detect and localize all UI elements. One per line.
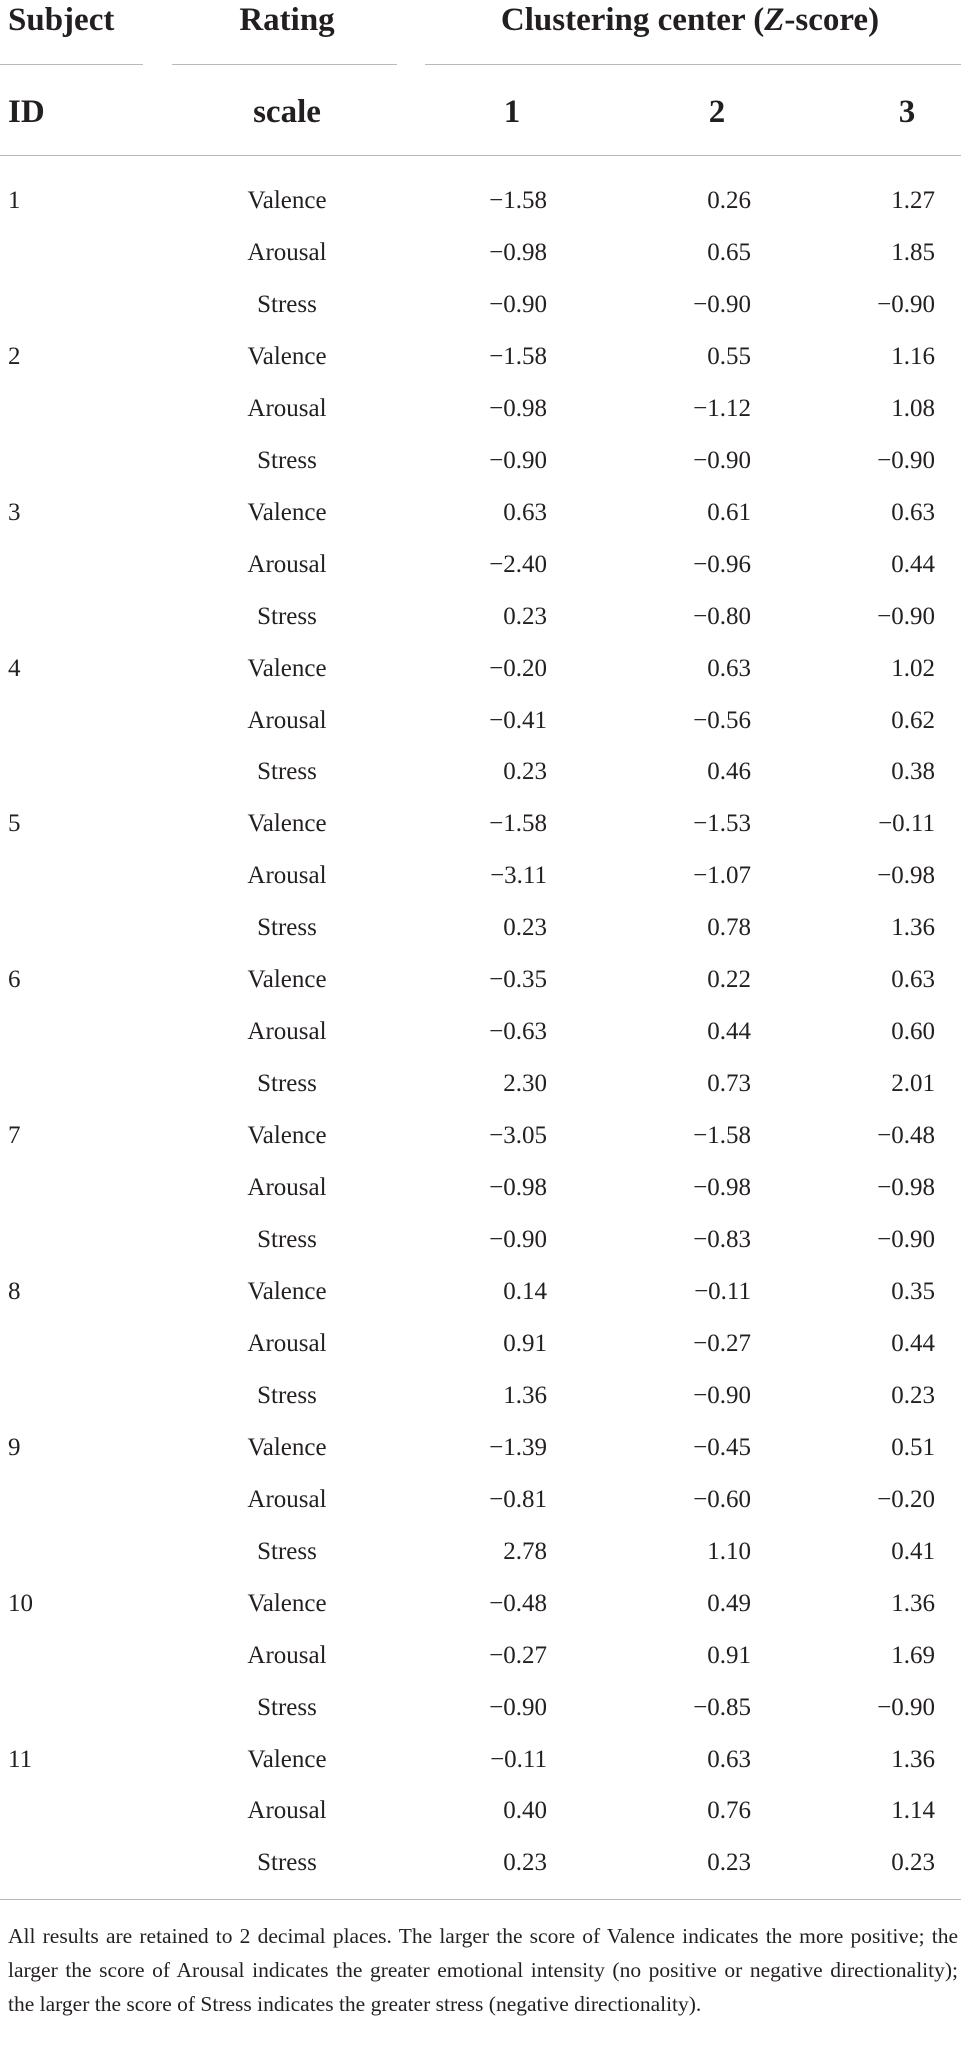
cluster-2-value: −0.90 <box>693 290 751 318</box>
cluster-3-value: −0.98 <box>877 1174 935 1202</box>
cluster-2-value: −0.11 <box>694 1277 751 1305</box>
cluster-2-value: −0.83 <box>693 1226 751 1253</box>
rating-scale-cell: Valence <box>247 1277 327 1305</box>
subject-id-cell: 10 <box>8 1589 33 1617</box>
rating-scale-cell: Stress <box>257 914 317 942</box>
cluster-1-value: −1.58 <box>489 342 547 370</box>
cluster-1-value: −0.98 <box>489 1174 547 1202</box>
cluster-1-value: −0.98 <box>489 238 547 266</box>
cluster-3-value: 1.08 <box>891 394 935 422</box>
rating-scale-cell: Arousal <box>247 1174 327 1202</box>
rating-scale-cell: Arousal <box>247 706 327 734</box>
cluster-3-value: 1.36 <box>891 1589 935 1617</box>
table-row <box>0 1012 965 1052</box>
cluster-3-value: −0.48 <box>877 1122 935 1150</box>
cluster-2-value: 0.63 <box>707 654 751 682</box>
table-row <box>0 1116 965 1156</box>
rating-scale-cell: Stress <box>257 602 317 630</box>
cluster-2-value: 0.61 <box>707 498 751 526</box>
cluster-2-value: −0.27 <box>693 1329 751 1357</box>
header-cluster-prefix: Clustering center ( <box>500 2 765 38</box>
table-row <box>0 441 965 481</box>
table-row <box>0 493 965 533</box>
cluster-3-value: 1.69 <box>891 1641 935 1669</box>
cluster-3-value: −0.98 <box>877 862 935 890</box>
rating-scale-cell: Stress <box>257 446 317 474</box>
subject-id-cell: 3 <box>8 498 21 526</box>
rating-scale-cell: Valence <box>247 342 327 370</box>
cluster-1-value: 0.63 <box>503 498 547 526</box>
cluster-3-value: 1.85 <box>891 238 935 266</box>
cluster-1-value: −0.41 <box>489 706 547 734</box>
table-row <box>0 1064 965 1104</box>
header-subject-rule <box>0 64 143 65</box>
header-col-3: 3 <box>898 94 916 130</box>
cluster-1-value: 2.30 <box>503 1070 547 1098</box>
cluster-1-value: −1.39 <box>489 1433 547 1461</box>
cluster-2-value: −0.90 <box>693 1381 751 1409</box>
cluster-2-value: −0.96 <box>693 550 751 578</box>
cluster-1-value: −0.35 <box>489 966 547 994</box>
header-clustering-center <box>425 0 955 40</box>
table-row <box>0 752 965 792</box>
cluster-3-value: 1.36 <box>891 914 935 942</box>
cluster-1-value: 0.40 <box>503 1797 547 1825</box>
header-col-1: 1 <box>503 94 521 130</box>
cluster-1-value: −0.98 <box>489 394 547 422</box>
table-row <box>0 856 965 896</box>
cluster-2-value: −0.56 <box>693 706 751 734</box>
table-row <box>0 1324 965 1364</box>
table-row <box>0 597 965 637</box>
cluster-2-value: 0.44 <box>707 1018 751 1046</box>
header-id: ID <box>8 94 45 130</box>
cluster-3-value: 0.62 <box>891 706 935 734</box>
cluster-3-value: −0.90 <box>877 290 935 318</box>
table-row <box>0 649 965 689</box>
rating-scale-cell: Stress <box>257 290 317 318</box>
header-rating-rule <box>172 64 397 65</box>
table-row <box>0 1791 965 1831</box>
cluster-1-value: 0.14 <box>503 1277 547 1305</box>
cluster-2-value: −1.07 <box>693 862 751 890</box>
cluster-3-value: −0.90 <box>877 1693 935 1721</box>
table-row <box>0 1428 965 1468</box>
rating-scale-cell: Valence <box>247 966 327 994</box>
cluster-1-value: 0.23 <box>503 602 547 630</box>
cluster-2-value: −0.85 <box>693 1693 751 1721</box>
table-row <box>0 1688 965 1728</box>
table-row <box>0 908 965 948</box>
header-rating: Rating <box>239 2 335 38</box>
cluster-3-value: 1.02 <box>891 654 935 682</box>
cluster-1-value: −0.90 <box>489 290 547 318</box>
footnote-top-rule <box>0 1899 961 1900</box>
subject-id-cell: 4 <box>8 654 21 682</box>
cluster-3-value: −0.90 <box>877 1226 935 1253</box>
table-row <box>0 804 965 844</box>
cluster-1-value: 0.23 <box>503 758 547 786</box>
rating-scale-cell: Stress <box>257 1381 317 1409</box>
rating-scale-cell: Valence <box>247 1433 327 1461</box>
header-scale: scale <box>253 94 321 130</box>
cluster-2-value: 0.91 <box>707 1641 751 1669</box>
cluster-2-value: −0.45 <box>693 1433 751 1461</box>
subject-id-cell: 9 <box>8 1433 21 1461</box>
cluster-1-value: 2.78 <box>503 1537 547 1565</box>
cluster-1-value: 0.23 <box>503 1849 547 1877</box>
cluster-2-value: −0.80 <box>693 602 751 630</box>
cluster-3-value: −0.90 <box>877 446 935 474</box>
cluster-2-value: −0.98 <box>693 1174 751 1202</box>
header-col-2: 2 <box>708 94 726 130</box>
cluster-1-value: −1.58 <box>489 810 547 838</box>
cluster-2-value: 0.76 <box>707 1797 751 1825</box>
rating-scale-cell: Valence <box>247 187 327 214</box>
rating-scale-cell: Stress <box>257 1226 317 1253</box>
cluster-2-value: −0.90 <box>693 446 751 474</box>
table-row <box>0 1220 965 1260</box>
table-row <box>0 285 965 325</box>
rating-scale-cell: Arousal <box>247 1641 327 1669</box>
rating-scale-cell: Arousal <box>247 238 327 266</box>
cluster-3-value: 1.16 <box>891 342 935 370</box>
cluster-2-value: 1.10 <box>707 1537 751 1565</box>
table-row <box>0 1168 965 1208</box>
cluster-1-value: 0.91 <box>503 1329 547 1357</box>
cluster-3-value: 0.44 <box>891 550 935 578</box>
cluster-3-value: 0.60 <box>891 1018 935 1046</box>
table-row <box>0 701 965 741</box>
header-subject: Subject <box>8 2 115 38</box>
cluster-2-value: 0.22 <box>707 966 751 994</box>
cluster-3-value: 0.41 <box>891 1537 935 1565</box>
rating-scale-cell: Arousal <box>247 1797 327 1825</box>
header-cluster-z: Z <box>764 2 785 38</box>
cluster-3-value: 1.14 <box>891 1797 935 1825</box>
table-row <box>0 545 965 585</box>
cluster-2-value: 0.46 <box>707 758 751 786</box>
cluster-3-value: −0.11 <box>878 810 935 838</box>
cluster-3-value: 0.63 <box>891 498 935 526</box>
cluster-3-value: −0.20 <box>877 1485 935 1513</box>
table-footnote: All results are retained to 2 decimal places. The larger the score of Valence indicates the more positive; the larger the score of Arousal indicates the greater emotional intensity (no positive or negative directionality); the larger the score of Stress indicates the greater stress (negative directionality). <box>8 1924 958 2016</box>
subject-id-cell: 5 <box>8 810 21 838</box>
rating-scale-cell: Valence <box>247 654 327 682</box>
rating-scale-cell: Stress <box>257 1693 317 1721</box>
subject-id-cell: 7 <box>8 1122 21 1150</box>
rating-scale-cell: Stress <box>257 758 317 786</box>
table-row <box>0 181 965 221</box>
cluster-2-value: 0.78 <box>707 914 751 942</box>
cluster-1-value: −0.90 <box>489 1693 547 1721</box>
cluster-1-value: −3.11 <box>490 862 547 890</box>
subject-id-cell: 11 <box>8 1745 33 1773</box>
cluster-2-value: −0.60 <box>693 1485 751 1513</box>
cluster-1-value: −0.48 <box>489 1589 547 1617</box>
cluster-2-value: −1.12 <box>693 394 751 422</box>
cluster-3-value: 1.36 <box>891 1745 935 1773</box>
table-row <box>0 1532 965 1572</box>
rating-scale-cell: Valence <box>247 498 327 526</box>
cluster-1-value: −2.40 <box>489 550 547 578</box>
table-row <box>0 1636 965 1676</box>
table-row <box>0 1376 965 1416</box>
rating-scale-cell: Valence <box>247 1122 327 1150</box>
cluster-1-value: 1.36 <box>503 1381 547 1409</box>
cluster-2-value: 0.65 <box>707 238 751 266</box>
cluster-1-value: −0.63 <box>489 1018 547 1046</box>
cluster-1-value: 0.23 <box>503 914 547 942</box>
header-cluster-rule <box>425 64 961 65</box>
cluster-1-value: −1.58 <box>489 187 547 214</box>
cluster-3-value: 2.01 <box>891 1070 935 1098</box>
rating-scale-cell: Stress <box>257 1537 317 1565</box>
subject-id-cell: 1 <box>8 187 21 214</box>
cluster-1-value: −3.05 <box>489 1122 547 1150</box>
cluster-3-value: 0.38 <box>891 758 935 786</box>
cluster-1-value: −0.90 <box>489 1226 547 1253</box>
cluster-2-value: 0.63 <box>707 1745 751 1773</box>
table-row <box>0 1740 965 1780</box>
cluster-1-value: −0.90 <box>489 446 547 474</box>
cluster-3-value: −0.90 <box>877 602 935 630</box>
table-row <box>0 389 965 429</box>
table-row <box>0 337 965 377</box>
subject-id-cell: 6 <box>8 966 21 994</box>
cluster-3-value: 0.23 <box>891 1381 935 1409</box>
rating-scale-cell: Arousal <box>247 1018 327 1046</box>
subject-id-cell: 8 <box>8 1277 21 1305</box>
rating-scale-cell: Valence <box>247 1589 327 1617</box>
cluster-2-value: 0.23 <box>707 1849 751 1877</box>
cluster-2-value: −1.58 <box>693 1122 751 1150</box>
subject-id-cell: 2 <box>8 342 21 370</box>
rating-scale-cell: Valence <box>247 810 327 838</box>
table-row <box>0 1843 965 1883</box>
rating-scale-cell: Stress <box>257 1849 317 1877</box>
table-row <box>0 960 965 1000</box>
header-bottom-rule <box>0 155 961 156</box>
rating-scale-cell: Arousal <box>247 1485 327 1513</box>
table-row <box>0 233 965 273</box>
cluster-3-value: 0.23 <box>891 1849 935 1877</box>
cluster-1-value: −0.11 <box>490 1745 547 1773</box>
cluster-2-value: 0.55 <box>707 342 751 370</box>
cluster-2-value: −1.53 <box>693 810 751 838</box>
rating-scale-cell: Arousal <box>247 862 327 890</box>
rating-scale-cell: Arousal <box>247 1329 327 1357</box>
cluster-3-value: 0.35 <box>891 1277 935 1305</box>
cluster-3-value: 0.51 <box>891 1433 935 1461</box>
cluster-3-value: 0.44 <box>891 1329 935 1357</box>
cluster-2-value: 0.73 <box>707 1070 751 1098</box>
cluster-1-value: −0.20 <box>489 654 547 682</box>
cluster-1-value: −0.27 <box>489 1641 547 1669</box>
cluster-2-value: 0.26 <box>707 187 751 214</box>
rating-scale-cell: Valence <box>247 1745 327 1773</box>
table-row <box>0 1272 965 1312</box>
rating-scale-cell: Stress <box>257 1070 317 1098</box>
cluster-3-value: 0.63 <box>891 966 935 994</box>
table-row <box>0 1480 965 1520</box>
cluster-3-value: 1.27 <box>891 187 935 214</box>
header-cluster-suffix: -score) <box>784 2 880 38</box>
rating-scale-cell: Arousal <box>247 550 327 578</box>
rating-scale-cell: Arousal <box>247 394 327 422</box>
cluster-2-value: 0.49 <box>707 1589 751 1617</box>
table-row <box>0 1584 965 1624</box>
cluster-1-value: −0.81 <box>489 1485 547 1513</box>
